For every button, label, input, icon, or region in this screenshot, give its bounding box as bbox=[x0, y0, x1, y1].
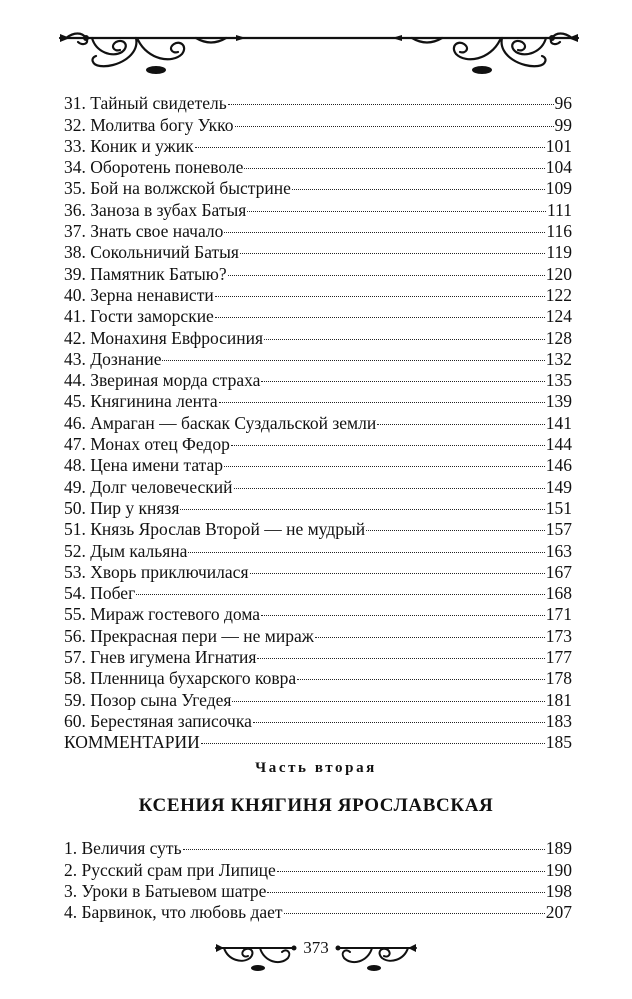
toc-entry-page: 132 bbox=[545, 348, 572, 369]
dot-leader bbox=[201, 727, 545, 748]
part-label: Часть вторая bbox=[255, 760, 377, 776]
toc-entry bbox=[64, 578, 572, 604]
toc-entry-page: 178 bbox=[545, 668, 572, 689]
toc-entry-title: 49. Долг человеческий bbox=[64, 476, 233, 497]
dot-leader bbox=[261, 365, 544, 386]
table-of-contents-part-two bbox=[64, 833, 572, 923]
toc-entry-title: 60. Берестяная записочка bbox=[64, 710, 252, 731]
toc-entry-title: 50. Пир у князя bbox=[64, 497, 180, 518]
dot-leader bbox=[183, 833, 545, 854]
dot-leader bbox=[228, 88, 554, 109]
toc-entry-title: 37. Знать свое начало bbox=[64, 221, 224, 242]
toc-entry-title: 42. Монахиня Евфросиния bbox=[64, 327, 264, 348]
toc-entry-title: 51. Князь Ярослав Второй — не мудрый bbox=[64, 519, 366, 540]
toc-entry-page: 144 bbox=[545, 434, 572, 455]
toc-entry-title: КОММЕНТАРИИ bbox=[64, 732, 200, 753]
toc-entry-page: 207 bbox=[545, 902, 572, 923]
toc-entry-page: 149 bbox=[545, 476, 572, 497]
toc-entry-page: 189 bbox=[545, 838, 572, 859]
toc-entry-title: 3. Уроки в Батыевом шатре bbox=[64, 880, 267, 901]
dot-leader bbox=[292, 173, 545, 194]
dot-leader bbox=[247, 194, 546, 215]
toc-entry-page: 135 bbox=[545, 370, 572, 391]
dot-leader bbox=[224, 216, 545, 237]
toc-entry-title: 34. Оборотень поневоле bbox=[64, 157, 244, 178]
toc-entry-page: 181 bbox=[545, 689, 572, 710]
top-scroll-ornament-icon bbox=[56, 30, 582, 76]
toc-entry-page: 151 bbox=[545, 497, 572, 518]
toc-entry-title: 36. Заноза в зубах Батыя bbox=[64, 199, 247, 220]
toc-entry-page: 190 bbox=[545, 859, 572, 880]
dot-leader bbox=[277, 854, 545, 875]
toc-entry-page: 139 bbox=[545, 391, 572, 412]
dot-leader bbox=[244, 152, 544, 173]
toc-entry-page: 124 bbox=[545, 306, 572, 327]
toc-entry-page: 168 bbox=[545, 583, 572, 604]
toc-entry-page: 173 bbox=[545, 625, 572, 646]
toc-entry-page: 101 bbox=[545, 135, 572, 156]
dot-leader bbox=[219, 386, 545, 407]
page-footer bbox=[0, 932, 632, 972]
toc-entry-page: 120 bbox=[545, 263, 572, 284]
dot-leader bbox=[228, 258, 545, 279]
dot-leader bbox=[231, 429, 545, 450]
toc-entry-page: 99 bbox=[554, 114, 572, 135]
left-scroll-ornament-icon bbox=[214, 936, 298, 972]
toc-entry bbox=[64, 88, 572, 114]
toc-entry-title: 4. Барвинок, что любовь дает bbox=[64, 902, 283, 923]
toc-entry-page: 128 bbox=[545, 327, 572, 348]
part-title: КСЕНИЯ КНЯГИНЯ ЯРОСЛАВСКАЯ bbox=[138, 795, 494, 816]
toc-entry-page: 163 bbox=[545, 540, 572, 561]
toc-entry-title: 57. Гнев игумена Игнатия bbox=[64, 647, 257, 668]
dot-leader bbox=[377, 407, 545, 428]
dot-leader bbox=[284, 897, 545, 918]
toc-entry-title: 31. Тайный свидетель bbox=[64, 93, 227, 114]
toc-entry-page: 157 bbox=[545, 519, 572, 540]
toc-entry-title: 52. Дым кальяна bbox=[64, 540, 188, 561]
toc-entry-page: 116 bbox=[546, 221, 572, 242]
dot-leader bbox=[215, 301, 545, 322]
right-scroll-ornament-icon bbox=[334, 936, 418, 972]
toc-entry bbox=[64, 599, 572, 625]
dot-leader bbox=[253, 706, 545, 727]
dot-leader bbox=[315, 620, 545, 641]
dot-leader bbox=[162, 344, 544, 365]
dot-leader bbox=[235, 109, 554, 130]
toc-entry-title: 32. Молитва богу Укко bbox=[64, 114, 234, 135]
toc-entry-page: 183 bbox=[545, 710, 572, 731]
toc-entry-page: 119 bbox=[546, 242, 572, 263]
dot-leader bbox=[188, 535, 544, 556]
toc-entry-title: 35. Бой на волжской быстрине bbox=[64, 178, 291, 199]
toc-entry-title: 1. Величия суть bbox=[64, 838, 182, 859]
dot-leader bbox=[234, 471, 545, 492]
dot-leader bbox=[195, 131, 545, 152]
dot-leader bbox=[136, 578, 544, 599]
dot-leader bbox=[264, 322, 545, 343]
toc-entry-title: 58. Пленница бухарского ковра bbox=[64, 668, 297, 689]
toc-entry-title: 48. Цена имени татар bbox=[64, 455, 224, 476]
toc-entry-title: 45. Княгинина лента bbox=[64, 391, 218, 412]
toc-entry-page: 104 bbox=[545, 157, 572, 178]
toc-entry-page: 198 bbox=[545, 880, 572, 901]
toc-entry-title: 55. Мираж гостевого дома bbox=[64, 604, 261, 625]
toc-entry-title: 56. Прекрасная пери — не мираж bbox=[64, 625, 314, 646]
toc-entry-page: 167 bbox=[545, 561, 572, 582]
toc-entry-title: 43. Дознание bbox=[64, 348, 162, 369]
dot-leader bbox=[257, 642, 544, 663]
dot-leader bbox=[232, 684, 544, 705]
dot-leader bbox=[250, 557, 545, 578]
dot-leader bbox=[261, 599, 545, 620]
toc-entry-title: 59. Позор сына Угедея bbox=[64, 689, 232, 710]
toc-entry-page: 109 bbox=[545, 178, 572, 199]
toc-entry-title: 54. Побег bbox=[64, 583, 136, 604]
toc-entry-title: 39. Памятник Батыю? bbox=[64, 263, 227, 284]
dot-leader bbox=[224, 450, 545, 471]
toc-entry-title: 53. Хворь приключилася bbox=[64, 561, 249, 582]
toc-entry-title: 38. Сокольничий Батыя bbox=[64, 242, 239, 263]
toc-entry-page: 111 bbox=[547, 199, 572, 220]
dot-leader bbox=[267, 876, 544, 897]
dot-leader bbox=[215, 280, 545, 301]
dot-leader bbox=[180, 493, 544, 514]
page-number: 373 bbox=[303, 938, 329, 957]
toc-entry-page: 171 bbox=[545, 604, 572, 625]
dot-leader bbox=[240, 237, 545, 258]
dot-leader bbox=[366, 514, 545, 535]
toc-entry-title: 44. Звериная морда страха bbox=[64, 370, 261, 391]
toc-entry-title: 33. Коник и ужик bbox=[64, 135, 194, 156]
toc-entry-title: 40. Зерна ненависти bbox=[64, 284, 214, 305]
toc-entry-title: 46. Амраган — баскак Суздальской земли bbox=[64, 412, 377, 433]
toc-entry bbox=[64, 833, 572, 859]
toc-entry-page: 141 bbox=[545, 412, 572, 433]
toc-entry-title: 41. Гости заморские bbox=[64, 306, 214, 327]
toc-entry-title: 47. Монах отец Федор bbox=[64, 434, 230, 455]
dot-leader bbox=[297, 663, 545, 684]
toc-entry-page: 185 bbox=[545, 732, 572, 753]
table-of-contents-part-one bbox=[64, 88, 572, 753]
toc-entry-title: 2. Русский срам при Липице bbox=[64, 859, 276, 880]
toc-entry-page: 96 bbox=[554, 93, 572, 114]
toc-entry-page: 146 bbox=[545, 455, 572, 476]
toc-entry-page: 177 bbox=[545, 647, 572, 668]
toc-entry-page: 122 bbox=[545, 284, 572, 305]
